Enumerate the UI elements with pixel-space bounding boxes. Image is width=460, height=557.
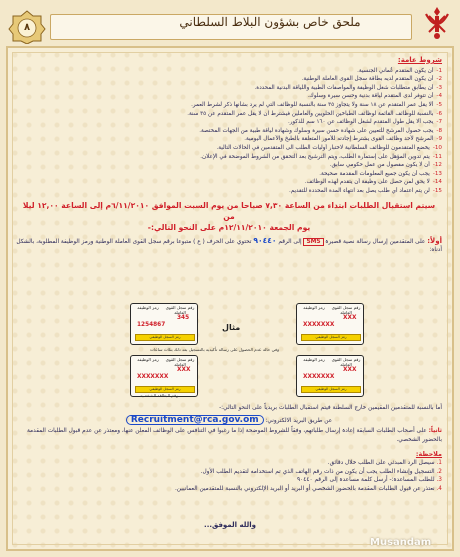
note-text: نعتذر عن قبول الطلبات المقدمة بالحضور الشخصي أو البريد أو البريد الإلكتروني بالنسبة للمتقدمين العمانيين. (174, 485, 435, 492)
schedule-line-2: يوم الجمعة ١٢/١١/٢٠١٠م على النحو التالي:- (147, 222, 311, 232)
condition-item (16, 135, 442, 144)
condition-item (16, 110, 442, 119)
condition-text: أن يكون المتقدم عُماني الجنسية. (357, 67, 434, 74)
phone-label-a: رقم سجل القوى العاملة (331, 305, 361, 315)
note-number: 1. (434, 459, 442, 466)
condition-text: يجب ألا يقل طول المتقدم لشغل الوظائف عن ١٦٠ سم للذكور. (287, 119, 434, 126)
page-title: ملحق خاص بشؤون البلاط السلطاني (179, 15, 361, 29)
condition-text: لن يتم اعتماد أي طلب يصل بعد انتهاء المدة المحددة للتقديم. (288, 187, 430, 194)
schedule-line-1: سيتم استقبال الطلبات ابتداء من الساعة ٧,٣٠ صباحا من يوم السبت الموافق ٦/١١/٢٠١٠م إلى الساعة ١٢,٠٠ ليلا من (22, 200, 436, 221)
second-text: على أصحاب الطلبات السابقة إعادة إرسال طلباتهم، وفقاً للشروط الموضحة إذا ما رغبوا في التنافس على الوظائف المعلن عنها، ومعتذر عن عدم قبول الطلبات المقدمة بالحضور الشخصي. (26, 428, 442, 443)
condition-item (16, 187, 442, 196)
conditions-list (16, 67, 442, 196)
condition-number: 15- (432, 187, 442, 194)
phone-bar: رمز السجل الوظيفي (135, 334, 195, 341)
sms-badge: SMS (303, 238, 323, 246)
page-number: ٨ (23, 22, 31, 33)
phone-value-a: 1254867 (137, 322, 166, 328)
condition-item (16, 170, 442, 179)
condition-item (16, 92, 442, 101)
example-label: مثال (222, 323, 241, 332)
second-instructions (16, 427, 442, 444)
condition-number: 14- (432, 179, 442, 186)
sms-text-before: على المتقدمين إرسال رسالة نصية قصيرة (325, 238, 426, 245)
condition-number: 6- (436, 110, 442, 117)
condition-item (16, 153, 442, 162)
second-label: ثانياً: (428, 428, 442, 435)
first-label: أولاً: (427, 236, 442, 245)
page-number-badge (8, 10, 46, 42)
phone-value-b: 345 (177, 315, 190, 321)
condition-item (16, 101, 442, 110)
note-text: للطلب المساعدة:- أرسل كلمة مساعدة إلى الرقم ٩٠٤٤٠ (297, 477, 435, 484)
phone-label-b: رمز الوظيفة (303, 305, 325, 310)
note-number: 2. (434, 468, 442, 475)
page-header (0, 0, 460, 46)
phone-example-bottom-right (296, 355, 364, 397)
phone-value-a: XXXXXXX (303, 374, 335, 380)
phone-value-b: XXX (343, 315, 357, 321)
note-item (16, 468, 442, 477)
condition-text: المرشح لأحد وظائف القوى يشترط إجادته للأمور المتعلقة بالطبخ والأعمال اليومية. (244, 136, 434, 143)
condition-item (16, 67, 442, 76)
condition-number: 13- (432, 170, 442, 177)
sms-example-diagram (110, 301, 410, 399)
sms-text-after: تحتوي على الحرف ( ع ) متبوعا برقم سجل القوى العاملة الوطنية ورمز الوظيفة المطلوبة، بالشكل أدناه: (16, 238, 442, 254)
phone-bar: رمز السجل الوظيفي (301, 386, 361, 393)
condition-number: 12- (432, 162, 442, 169)
note-number: 4. (434, 485, 442, 492)
phone-label-a: رقم سجل القوى العاملة (165, 357, 195, 367)
condition-text: لا يحق لمن حصل على وظيفة أن يتقدم لهذه الوظائف. (304, 179, 430, 186)
condition-item (16, 178, 442, 187)
email-label: عن طريق البريد الالكتروني: (265, 417, 333, 424)
notes-list (16, 459, 442, 493)
condition-text: أن لا يكون مفصول من عمل حكومي سابق. (329, 162, 430, 169)
phone-label-a: رقم سجل القوى العاملة (165, 305, 195, 315)
condition-text: أن يكون المتقدم لديه بطاقة سجل القوى العاملة الوطنية. (301, 76, 434, 83)
phone-value-b: XXX (343, 367, 357, 373)
condition-text: يجب أن يكون جميع المعلومات المقدمة صحيحة. (319, 170, 430, 177)
condition-number: 9- (436, 136, 442, 143)
note-text: التسجيل وإنشاء الطلب يجب أن يكون من ذات رقم الهاتف الذي تم استخدامه لتقديم الطلب الأول. (200, 468, 435, 475)
condition-number: 7- (436, 119, 442, 126)
condition-item (16, 75, 442, 84)
note-item (16, 485, 442, 494)
diagram-caption-bottom: رقم البطاقة الشخصية (140, 393, 179, 398)
conditions-heading: شروط عامة: (397, 56, 442, 64)
abroad-text: أما بالنسبة للمتقدمين المقيمين خارج السلطنة فيتم استقبال الطلبات بريدياً على النحو التالي:- (219, 405, 442, 411)
conditions-section (16, 54, 442, 255)
schedule-text (16, 200, 442, 233)
condition-item (16, 144, 442, 153)
condition-number: 5- (436, 101, 442, 108)
condition-item (16, 118, 442, 127)
condition-number: 8- (436, 127, 442, 134)
note-item (16, 459, 442, 468)
phone-example-bottom-left (130, 355, 198, 397)
condition-number: 1- (436, 67, 442, 74)
phone-value-a: XXXXXXX (303, 322, 335, 328)
condition-number: 11- (432, 153, 442, 160)
condition-item (16, 161, 442, 170)
phone-label-b: رمز الوظيفة (137, 305, 159, 310)
sms-instructions (16, 237, 442, 255)
condition-text: أن يطابق متطلبات شغل الوظيفة والمواصفات الطبية واللياقة البدنية المحددة. (254, 84, 434, 91)
notes-heading: ملاحظة: (415, 450, 442, 459)
condition-number: 2- (436, 76, 442, 83)
phone-label-b: رمز الوظيفة (137, 357, 159, 362)
phone-bar: رمز السجل الوظيفي (301, 334, 361, 341)
phone-bar: رمز السجل الوظيفي (135, 386, 195, 393)
condition-text: أن تتوفر لدى المتقدم لياقة بدنية وحسن سيرة وسلوك. (307, 93, 434, 100)
phone-value-b: XXX (177, 367, 191, 373)
sms-text-mid: إلى الرقم (278, 238, 302, 245)
condition-text: يخضع المتقدمون للوظائف السلطانية لاختبار أوليات الطلب الى المتقدمين في الحالات التالية. (216, 144, 430, 151)
condition-item (16, 127, 442, 136)
closing-text: والله الموفق... (204, 521, 256, 529)
condition-number: 10- (432, 144, 442, 151)
condition-text: يجب حصول المرشح للتعيين على شهادة حسن سيرة وسلوك وشهادة لياقة طبية من الجهات المختصة. (199, 127, 434, 134)
watermark: Musandam (370, 537, 432, 548)
condition-number: 3- (436, 84, 442, 91)
phone-label-a: رقم سجل القوى العاملة (331, 357, 361, 367)
phone-value-a: XXXXXXX (137, 374, 169, 380)
phone-label-b: رمز الوظيفة (303, 357, 325, 362)
phone-example-top-left (130, 303, 198, 345)
note-text: سيصل الرد المبدئي على الطلب خلال دقائق. (327, 459, 435, 466)
note-number: 3. (434, 477, 442, 484)
diagram-caption-mid: وفي حالة عدم الحصول على رسالة تأكيدية بالتسجيل بعد ذلك بثلاث ساعات (150, 347, 280, 352)
condition-item (16, 84, 442, 93)
sms-number: ٩٠٤٤٠ (253, 235, 277, 245)
condition-number: 4- (436, 93, 442, 100)
email-address-link[interactable]: Recruitment@rca.gov.om (126, 415, 264, 426)
note-item (16, 476, 442, 485)
condition-text: بالنسبة للوظائف القائمة لوظائف الطباخين الحلويين والعاملين فيشترط ان لا يقل عمر المتقدم عن ٣٥ سنة. (187, 110, 434, 117)
email-row (16, 415, 442, 426)
phone-example-top-right (296, 303, 364, 345)
email-section (16, 404, 442, 493)
condition-text: ألا يقل عمر المتقدم عن ١٨ سنة ولا يتجاوز ٣٥ سنة بالنسبة للوظائف التي لم يرد بشأنها ذكر لشرط العمر. (191, 101, 434, 108)
oman-emblem-icon (420, 4, 454, 42)
condition-text: يتم تدوين المؤهل على إستمارة الطلب، ويتم الترشيح بعد التحقق من الشروط الموضحة في الإعلان. (200, 153, 430, 160)
